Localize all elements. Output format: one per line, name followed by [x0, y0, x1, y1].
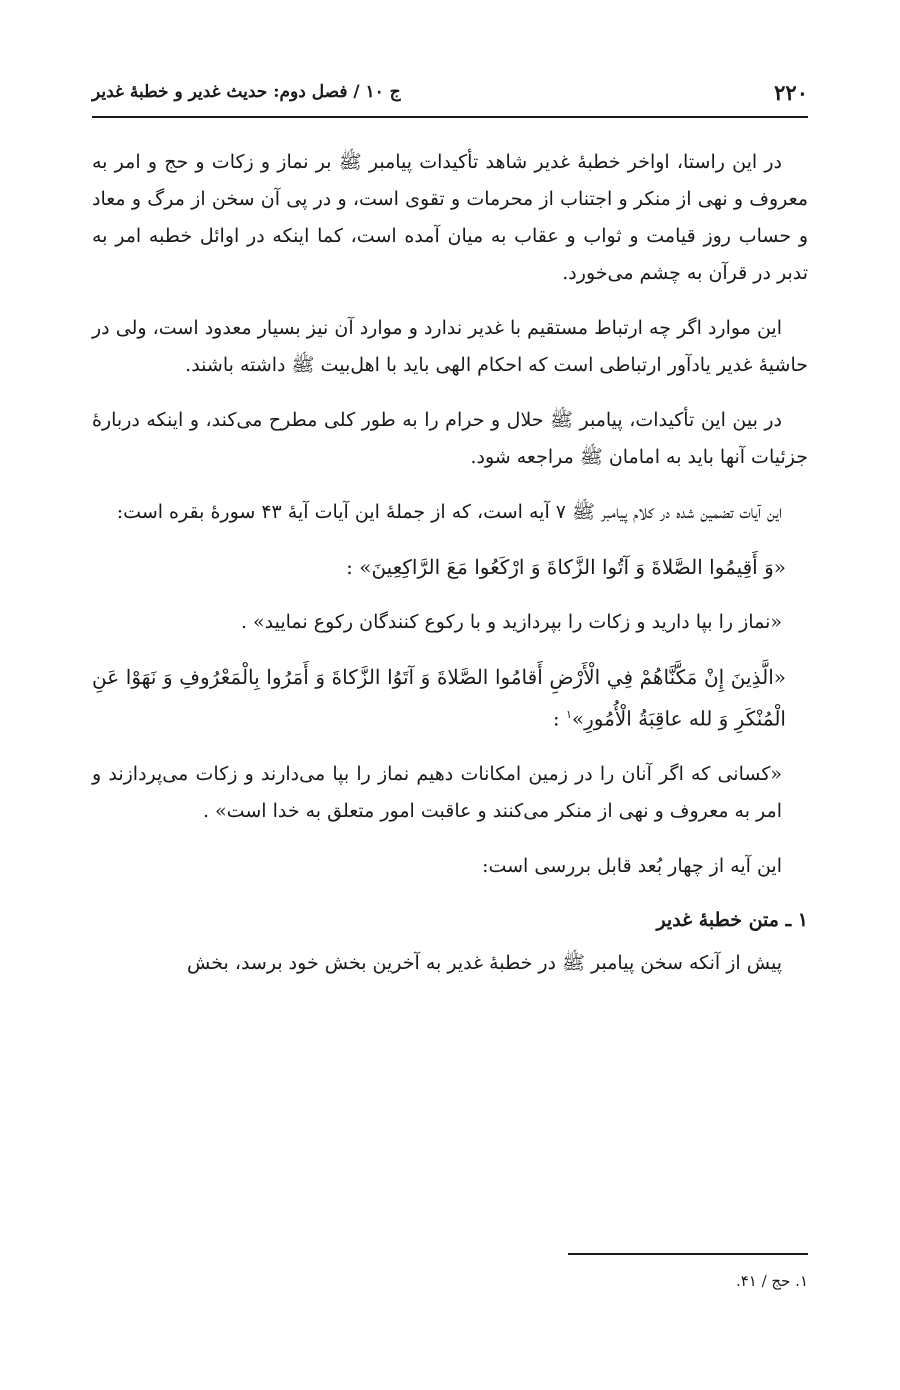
paragraph-3: در بین این تأکیدات، پیامبر ﷺ حلال و حرام را به طور کلی مطرح می‌کند، و اینکه دربارهٔ جزئیات آنها باید به امامان ﷺ مراجعه شود. [92, 409, 808, 468]
running-title: ج ۱۰ / فصل دوم: حدیث غدیر و خطبهٔ غدیر [92, 82, 401, 102]
page-number: ۲۲۰ [774, 79, 808, 105]
verse-2-text: «الَّذِينَ إِنْ مَكَّنَّاهُمْ فِي الْأَرْضِ أَقامُوا الصَّلاةَ وَ آتَوُا الزَّكاةَ وَ أَمَرُوا بِالْمَعْرُوفِ وَ نَهَوْا عَنِ الْمُنْكَرِ وَ لله عاقِبَةُ الْأُمُورِ» [92, 665, 786, 731]
paragraph-5: این آیه از چهار بُعد قابل بررسی است: [482, 854, 782, 877]
footnote: ۱. حج / ۴۱. [735, 1272, 808, 1290]
quran-verse-1: «وَ أَقِيمُوا الصَّلاةَ وَ آتُوا الزَّكاةَ وَ ارْكَعُوا مَعَ الرَّاكِعِينَ» : [346, 555, 786, 579]
book-page [92, 0, 808, 1390]
verse-2-translation: «کسانی که اگر آنان را در زمین امکانات دهیم نماز را بپا می‌دارند و زکات می‌پردازند و امر به معروف و نهی از منکر می‌کنند و عاقبت امور متعلق به خدا است» . [92, 762, 782, 822]
quran-verse-2 [92, 659, 808, 738]
paragraph-4: این آیات تضمین شده در کلام پیامبر ﷺ ۷ آیه است، که از جملهٔ این آیات آیهٔ ۴۳ سورهٔ بقره است: [116, 501, 782, 523]
section-heading: ۱ ـ متن خطبهٔ غدیر [656, 908, 808, 931]
footnote-divider [568, 1253, 808, 1255]
footnote-reference: ۱ [565, 708, 572, 721]
page-body [92, 144, 808, 1000]
page-header [92, 72, 808, 112]
header-divider [92, 116, 808, 118]
paragraph-6: پیش از آنکه سخن پیامبر ﷺ در خطبهٔ غدیر به آخرین بخش خود برسد، بخش [187, 951, 782, 974]
verse-1-translation: «نماز را بپا دارید و زکات را بپردازید و با رکوع کنندگان رکوع نمایید» . [240, 611, 782, 633]
paragraph-1: در این راستا، اواخر خطبهٔ غدیر شاهد تأکیدات پیامبر ﷺ بر نماز و زکات و حج و امر به معروف و نهی از منکر و اجتناب از محرمات و تقوی است، و در پی آن سخن از مرگ و معاد و حساب روز قیامت و ثواب و عقاب به میان آمده است، کما اینکه در اوائل خطبه امر به تدبر در قرآن به چشم می‌خورد. [92, 151, 808, 284]
paragraph-2: این موارد اگر چه ارتباط مستقیم با غدیر ندارد و موارد آن نیز بسیار معدود است، ولی در حاشیهٔ غدیر یادآور ارتباطی است که احکام الهی باید با اهل‌بیت ﷺ داشته باشند. [92, 317, 808, 376]
verse-2-tail: : [552, 706, 566, 731]
